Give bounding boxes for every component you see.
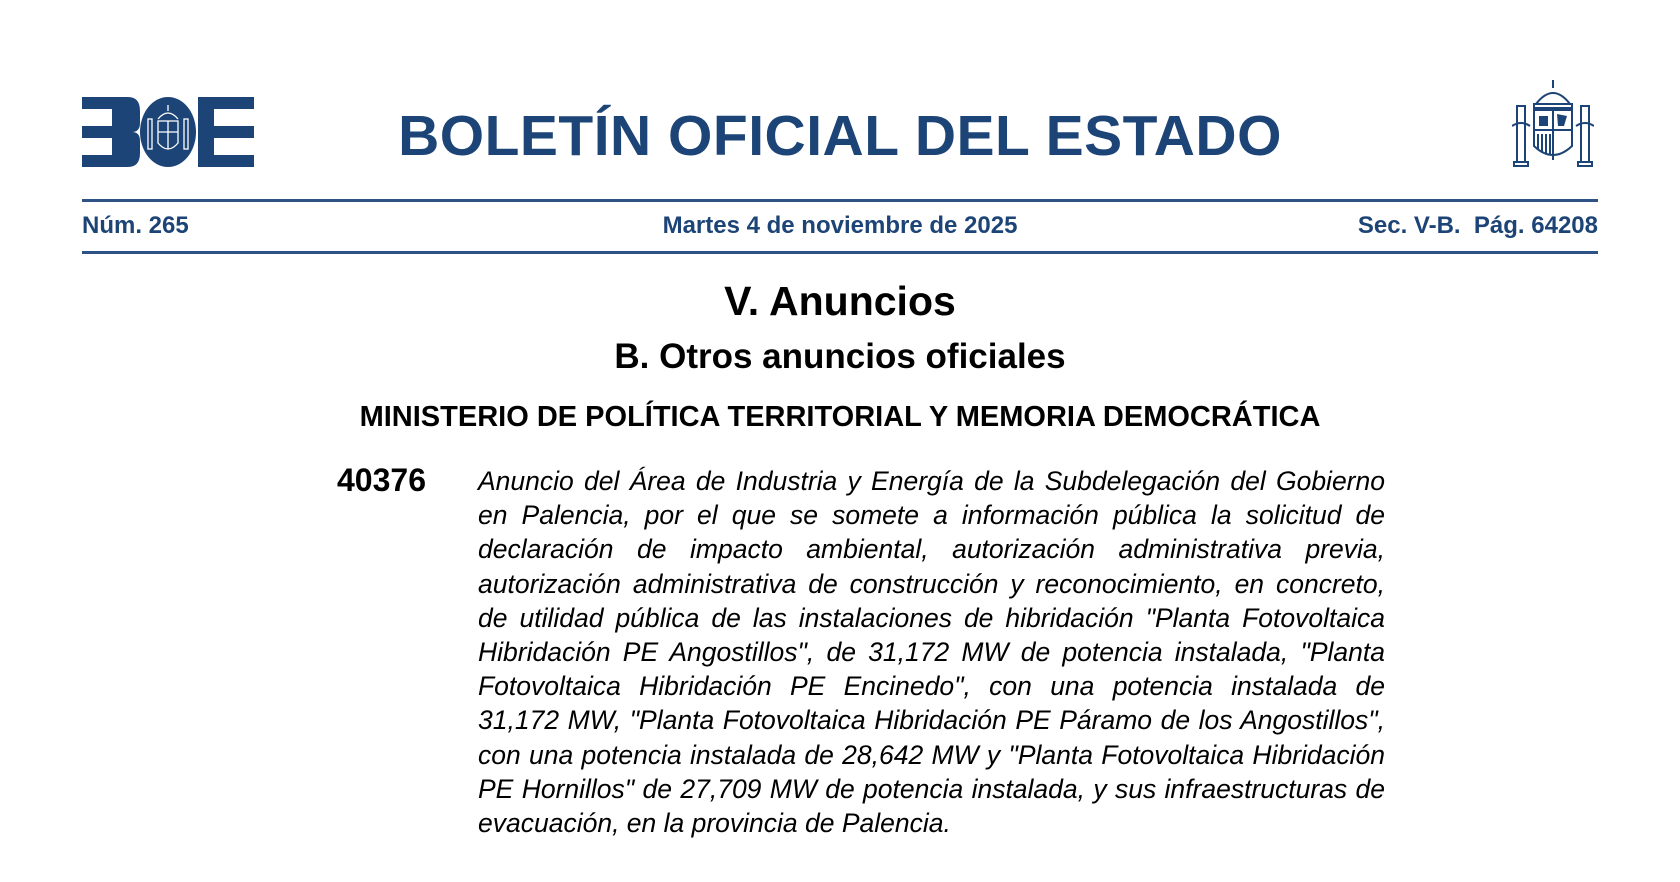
publication-title: BOLETÍN OFICIAL DEL ESTADO bbox=[398, 104, 1282, 168]
announcement-number: 40376 bbox=[337, 462, 426, 498]
section-heading: V. Anuncios bbox=[724, 278, 956, 324]
issue-info-bar bbox=[82, 212, 1598, 242]
announcement-summary: Anuncio del Área de Industria y Energía de la Subdelegación del Gobierno en Palencia, por el que se somete a información pública la solicitud de declaración de impacto ambiental, autorización administrativa previa, autorización administrativa de construcción y reconocimiento, en concreto, de utilidad pública de las instalaciones de hibridación "Planta Fotovoltaica Hibridación PE Angostillos", de 31,172 MW de potencia instalada, "Planta Fotovoltaica Hibridación PE Encinedo", con una potencia instalada de 31,172 MW, "Planta Fotovoltaica Hibridación PE Páramo de los Angostillos", con una potencia instalada de 28,642 MW y "Planta Fotovoltaica Hibridación PE Hornillos" de 27,709 MW de potencia instalada, y sus infraestructuras de evacuación, en la provincia de Palencia. bbox=[478, 466, 1385, 839]
header-rule-top bbox=[82, 199, 1598, 202]
header-rule-bottom bbox=[82, 251, 1598, 254]
coat-of-arms-icon bbox=[1512, 80, 1594, 168]
subsection-heading: B. Otros anuncios oficiales bbox=[614, 337, 1066, 376]
ministry-heading: MINISTERIO DE POLÍTICA TERRITORIAL Y MEMORIA DEMOCRÁTICA bbox=[359, 401, 1321, 433]
issue-date: Martes 4 de noviembre de 2025 bbox=[662, 212, 1018, 239]
issue-number: Núm. 265 bbox=[82, 212, 189, 239]
section-page: Sec. V-B. Pág. 64208 bbox=[1357, 212, 1598, 239]
